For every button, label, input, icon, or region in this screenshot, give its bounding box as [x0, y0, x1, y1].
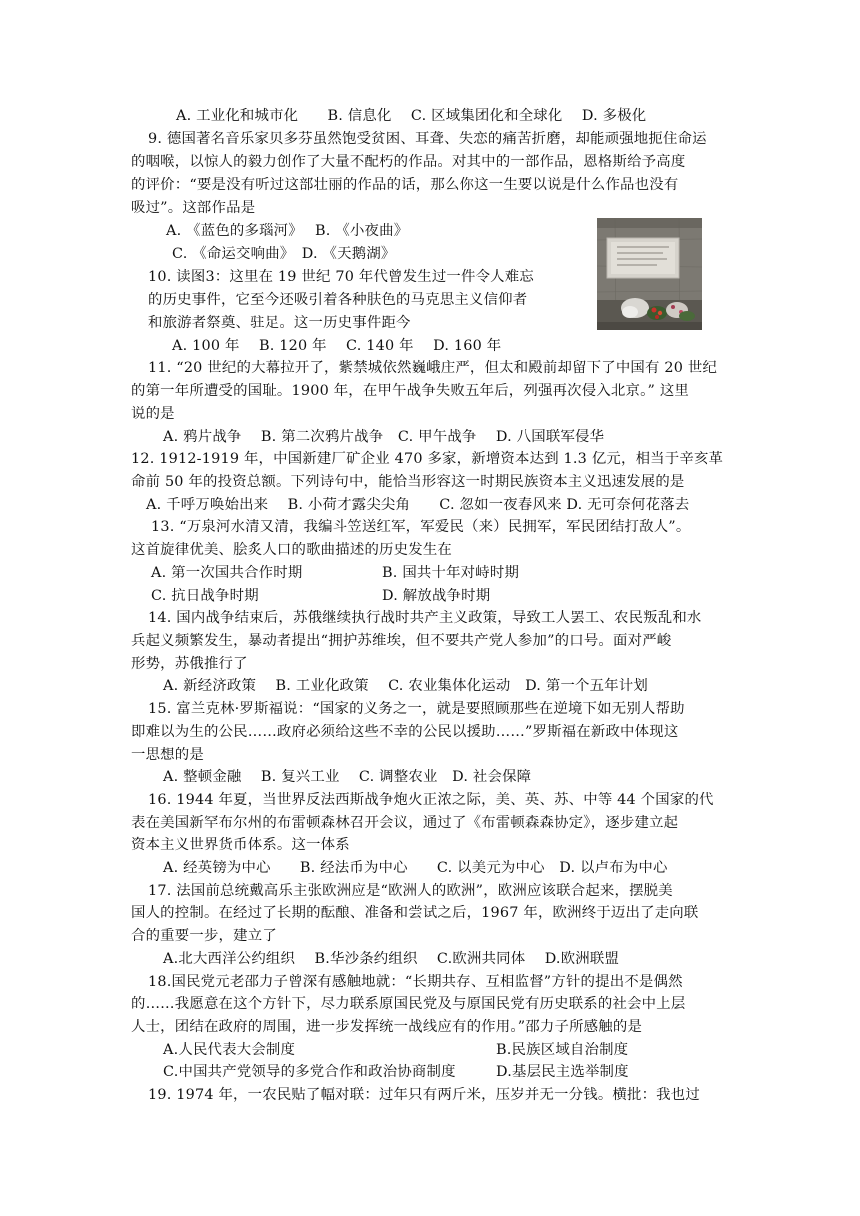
q13-stem-line2: 这首旋律优美、脍炙人口的歌曲描述的历史发生在 [131, 542, 452, 558]
q10-stem-line1: 10. 读图3：这里在 19 世纪 70 年代曾发生过一件令人难忘 [148, 269, 534, 285]
q15-stem-line2: 即难以为生的公民……政府必须给这些不幸的公民以援助……”罗斯福在新政中体现这 [131, 724, 679, 740]
q13-option-a: A. 第一次国共合作时期 [151, 565, 303, 581]
q17-options: A.北大西洋公约组织 B.华沙条约组织 C.欧洲共同体 D.欧洲联盟 [163, 951, 620, 967]
q18-stem-line3: 人士，团结在政府的周围，进一步发挥统一战线应有的作用。”邵力子所感触的是 [131, 1019, 643, 1035]
q9-options-ab: A. 《蓝色的多瑙河》 B. 《小夜曲》 [166, 223, 409, 239]
q11-stem-line3: 说的是 [131, 406, 175, 422]
q12-options: A. 千呼万唤始出来 B. 小荷才露尖尖角 C. 忽如一夜春风来 D. 无可奈何花落去 [146, 497, 690, 513]
q14-stem-line2: 兵起义频繁发生，暴动者提出“拥护苏维埃，但不要共产党人参加”的口号。面对严峻 [131, 633, 672, 649]
q10-stem-line3: 和旅游者祭奠、驻足。这一历史事件距今 [148, 315, 411, 331]
q9-stem-line3: 的评价：“要是没有听过这部壮丽的作品的话，那么你这一生要以说是什么作品也没有 [131, 177, 679, 193]
q17-stem-line3: 合的重要一步，建立了 [131, 928, 277, 944]
q14-options: A. 新经济政策 B. 工业化政策 C. 农业集体化运动 D. 第一个五年计划 [163, 678, 648, 694]
q12-stem-line2: 命前 50 年的投资总额。下列诗句中，能恰当形容这一时期民族资本主义迅速发展的是 [131, 474, 685, 490]
q18-option-a: A.人民代表大会制度 [163, 1042, 296, 1058]
q18-option-b: B.民族区域自治制度 [496, 1042, 629, 1058]
q13-option-b: B. 国共十年对峙时期 [382, 565, 520, 581]
q14-stem-line1: 14. 国内战争结束后，苏俄继续执行战时共产主义政策，导致工人罢工、农民叛乱和水 [148, 610, 702, 626]
q11-stem-line1: 11. “20 世纪的大幕拉开了，紫禁城依然巍峨庄严，但太和殿前却留下了中国有 20 世纪 [148, 360, 718, 376]
memorial-wall-photo [597, 218, 702, 330]
q16-options: A. 经英镑为中心 B. 经法币为中心 C. 以美元为中心 D. 以卢布为中心 [163, 860, 668, 876]
q13-stem-line1: 13. “万泉河水清又清，我编斗笠送红军，军爱民（来）民拥军，军民团结打敌人”。 [151, 519, 691, 535]
q16-stem-line3: 资本主义世界货币体系。这一体系 [131, 837, 350, 853]
q19-stem-line1: 19. 1974 年，一农民贴了幅对联：过年只有两斤米，压岁并无一分钱。横批：我也过 [148, 1087, 700, 1103]
q18-option-c: C.中国共产党领导的多党合作和政治协商制度 [163, 1064, 456, 1080]
q11-stem-line2: 的第一年所遭受的国耻。1900 年，在甲午战争失败五年后，列强再次侵入北京。” 这里 [131, 383, 690, 399]
q17-stem-line2: 国人的控制。在经过了长期的酝酿、准备和尝试之后，1967 年，欧洲终于迈出了走向联 [131, 905, 699, 921]
q8-options: A. 工业化和城市化 B. 信息化 C. 区域集团化和全球化 D. 多极化 [176, 108, 647, 124]
q18-stem-line1: 18.国民党元老邵力子曾深有感触地就：“长期共存、互相监督”方针的提出不是偶然 [148, 974, 683, 990]
q15-stem-line3: 一思想的是 [131, 747, 204, 763]
q17-stem-line1: 17. 法国前总统戴高乐主张欧洲应是“欧洲人的欧洲”，欧洲应该联合起来，摆脱美 [148, 883, 673, 899]
q9-options-cd: C. 《命运交响曲》 D. 《天鹅湖》 [172, 246, 396, 262]
q14-stem-line3: 形势，苏俄推行了 [131, 656, 248, 672]
q9-stem-line1: 9. 德国著名音乐家贝多芬虽然饱受贫困、耳聋、失恋的痛苦折磨，却能顽强地扼住命运 [148, 131, 707, 147]
q9-stem-line2: 的咽喉，以惊人的毅力创作了大量不配朽的作品。对其中的一部作品，恩格斯给予高度 [131, 154, 686, 170]
q11-options: A. 鸦片战争 B. 第二次鸦片战争 C. 甲午战争 D. 八国联军侵华 [163, 429, 605, 445]
q13-option-d: D. 解放战争时期 [382, 588, 491, 604]
q13-option-c: C. 抗日战争时期 [151, 588, 259, 604]
q10-options: A. 100 年 B. 120 年 C. 140 年 D. 160 年 [172, 338, 502, 354]
q18-option-d: D.基层民主选举制度 [496, 1064, 629, 1080]
q16-stem-line2: 表在美国新罕布尔州的布雷顿森林召开会议，通过了《布雷顿森森协定》，逐步建立起 [131, 815, 679, 831]
q10-stem-line2: 的历史事件，它至今还吸引着各种肤色的马克思主义信仰者 [148, 292, 528, 308]
q16-stem-line1: 16. 1944 年夏，当世界反法西斯战争炮火正浓之际，美、英、苏、中等 44 个国家的代 [148, 792, 714, 808]
q18-stem-line2: 的……我愿意在这个方针下，尽力联系原国民党及与原国民党有历史联系的社会中上层 [131, 996, 686, 1012]
q9-stem-line4: 吸过”。这部作品是 [131, 200, 256, 216]
q12-stem-line1: 12. 1912-1919 年，中国新建厂矿企业 470 多家，新增资本达到 1.3 亿元，相当于辛亥革 [131, 451, 724, 467]
q15-stem-line1: 15. 富兰克林·罗斯福说：“国家的义务之一，就是要照顾那些在逆境下如无别人帮助 [148, 701, 685, 717]
q15-options: A. 整顿金融 B. 复兴工业 C. 调整农业 D. 社会保障 [163, 769, 532, 785]
